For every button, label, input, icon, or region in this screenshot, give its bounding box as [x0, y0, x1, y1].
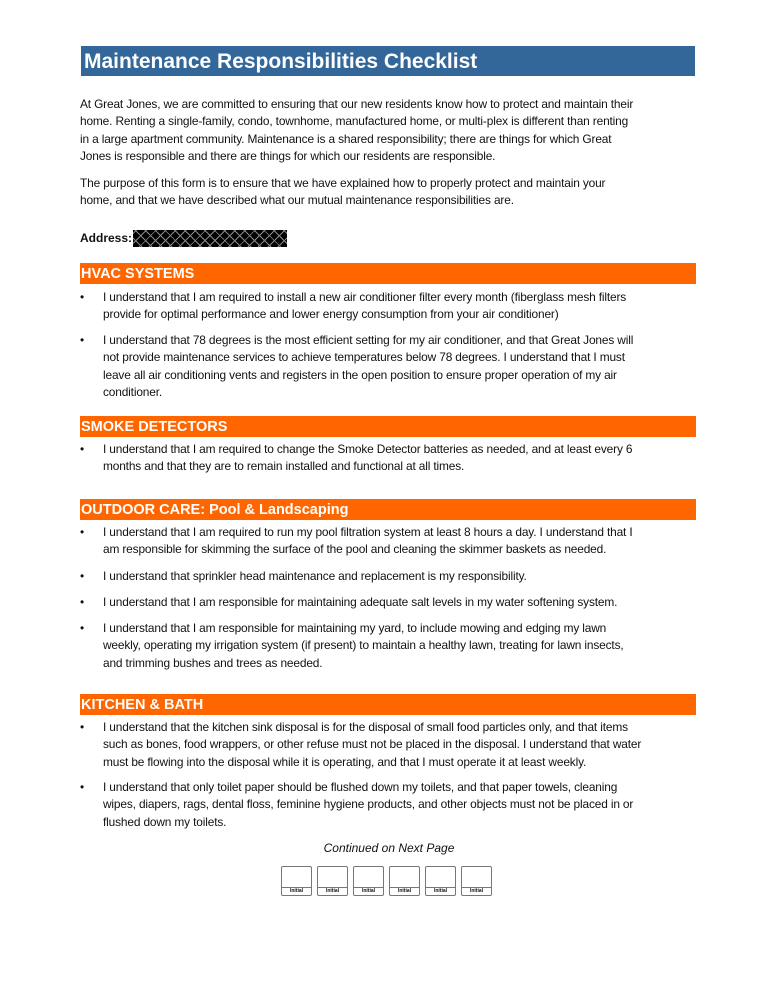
initial-label: Initial	[426, 887, 455, 895]
bullet-icon: •	[80, 595, 85, 609]
text-line: I understand that I am responsible for maintaining adequate salt levels in my water softening system.	[103, 595, 618, 609]
text-line: am responsible for skimming the surface of the pool and cleaning the skimmer baskets as needed.	[103, 542, 607, 557]
text-line: home. Renting a single-family, condo, townhome, manufactured home, or multi-plex is different than renting	[80, 114, 629, 129]
bullet-icon: •	[80, 525, 85, 539]
initial-box[interactable]	[317, 866, 348, 896]
initial-box[interactable]	[461, 866, 492, 896]
initial-box[interactable]	[389, 866, 420, 896]
bullet-icon: •	[80, 333, 85, 347]
section-header: SMOKE DETECTORS	[80, 416, 696, 437]
initial-label: Initial	[462, 887, 491, 895]
text-line: I understand that only toilet paper should be flushed down my toilets, and that paper towels, cleaning	[103, 780, 618, 794]
text-line: weekly, operating my irrigation system (if present) to maintain a healthy lawn, treating for lawn insects,	[103, 638, 624, 653]
text-line: such as bones, food wrappers, or other refuse must not be placed in the disposal. I understand that water	[103, 737, 642, 752]
section-header: KITCHEN & BATH	[80, 694, 696, 715]
initial-box[interactable]	[281, 866, 312, 896]
bullet-icon: •	[80, 720, 85, 734]
text-line: I understand that I am required to run my pool filtration system at least 8 hours a day. I understand that I	[103, 525, 633, 539]
text-line: and trimming bushes and trees as needed.	[103, 655, 323, 670]
initial-label: Initial	[390, 887, 419, 895]
initials-row	[281, 866, 492, 896]
page-title: Maintenance Responsibilities Checklist	[81, 46, 695, 76]
text-line: The purpose of this form is to ensure that we have explained how to properly protect and maintain your	[80, 176, 606, 190]
bullet-icon: •	[80, 780, 85, 794]
text-line: not provide maintenance services to achieve temperatures below 78 degrees. I understand that I must	[103, 350, 625, 365]
text-line: I understand that the kitchen sink disposal is for the disposal of small food particles only, and that items	[103, 720, 628, 734]
bullet-icon: •	[80, 442, 85, 456]
text-line: wipes, diapers, rags, dental floss, feminine hygiene products, and other objects must not be placed in or	[103, 797, 634, 812]
text-line: months and that they are to remain installed and functional at all times.	[103, 459, 465, 474]
bullet-icon: •	[80, 569, 85, 583]
continued-note: Continued on Next Page	[323, 841, 455, 855]
address-label: Address:	[80, 231, 133, 245]
initial-label: Initial	[318, 887, 347, 895]
address-redacted-field	[133, 230, 287, 247]
initial-box[interactable]	[425, 866, 456, 896]
text-line: provide for optimal performance and lower energy consumption from your air conditioner)	[103, 307, 559, 322]
text-line: flushed down my toilets.	[103, 814, 227, 829]
text-line: I understand that sprinkler head maintenance and replacement is my responsibility.	[103, 569, 527, 583]
text-line: Jones is responsible and there are things for which our residents are responsible.	[80, 148, 496, 163]
text-line: must be flowing into the disposal while it is operating, and that I must operate it at least weekly.	[103, 754, 587, 769]
text-line: I understand that I am required to install a new air conditioner filter every month (fiberglass mesh filters	[103, 290, 627, 304]
text-line: At Great Jones, we are committed to ensuring that our new residents know how to protect and maintain their	[80, 97, 634, 111]
bullet-icon: •	[80, 290, 85, 304]
intro-paragraph	[80, 96, 705, 165]
text-line: I understand that 78 degrees is the most efficient setting for my air conditioner, and that Great Jones will	[103, 333, 634, 347]
initial-label: Initial	[354, 887, 383, 895]
text-line: leave all air conditioning vents and registers in the open position to ensure proper operation of my air	[103, 367, 617, 382]
bullet-icon: •	[80, 621, 85, 635]
initial-box[interactable]	[353, 866, 384, 896]
text-line: conditioner.	[103, 384, 163, 399]
section-header: OUTDOOR CARE: Pool & Landscaping	[80, 499, 696, 520]
initial-label: Initial	[282, 887, 311, 895]
purpose-paragraph	[80, 175, 705, 210]
text-line: I understand that I am responsible for maintaining my yard, to include mowing and edging my lawn	[103, 621, 607, 635]
text-line: home, and that we have described what our mutual maintenance responsibilities are.	[80, 193, 514, 208]
section-header: HVAC SYSTEMS	[80, 263, 696, 284]
text-line: in a large apartment community. Maintenance is a shared responsibility; there are things for which Great	[80, 131, 612, 146]
text-line: I understand that I am required to change the Smoke Detector batteries as needed, and at least every 6	[103, 442, 633, 456]
